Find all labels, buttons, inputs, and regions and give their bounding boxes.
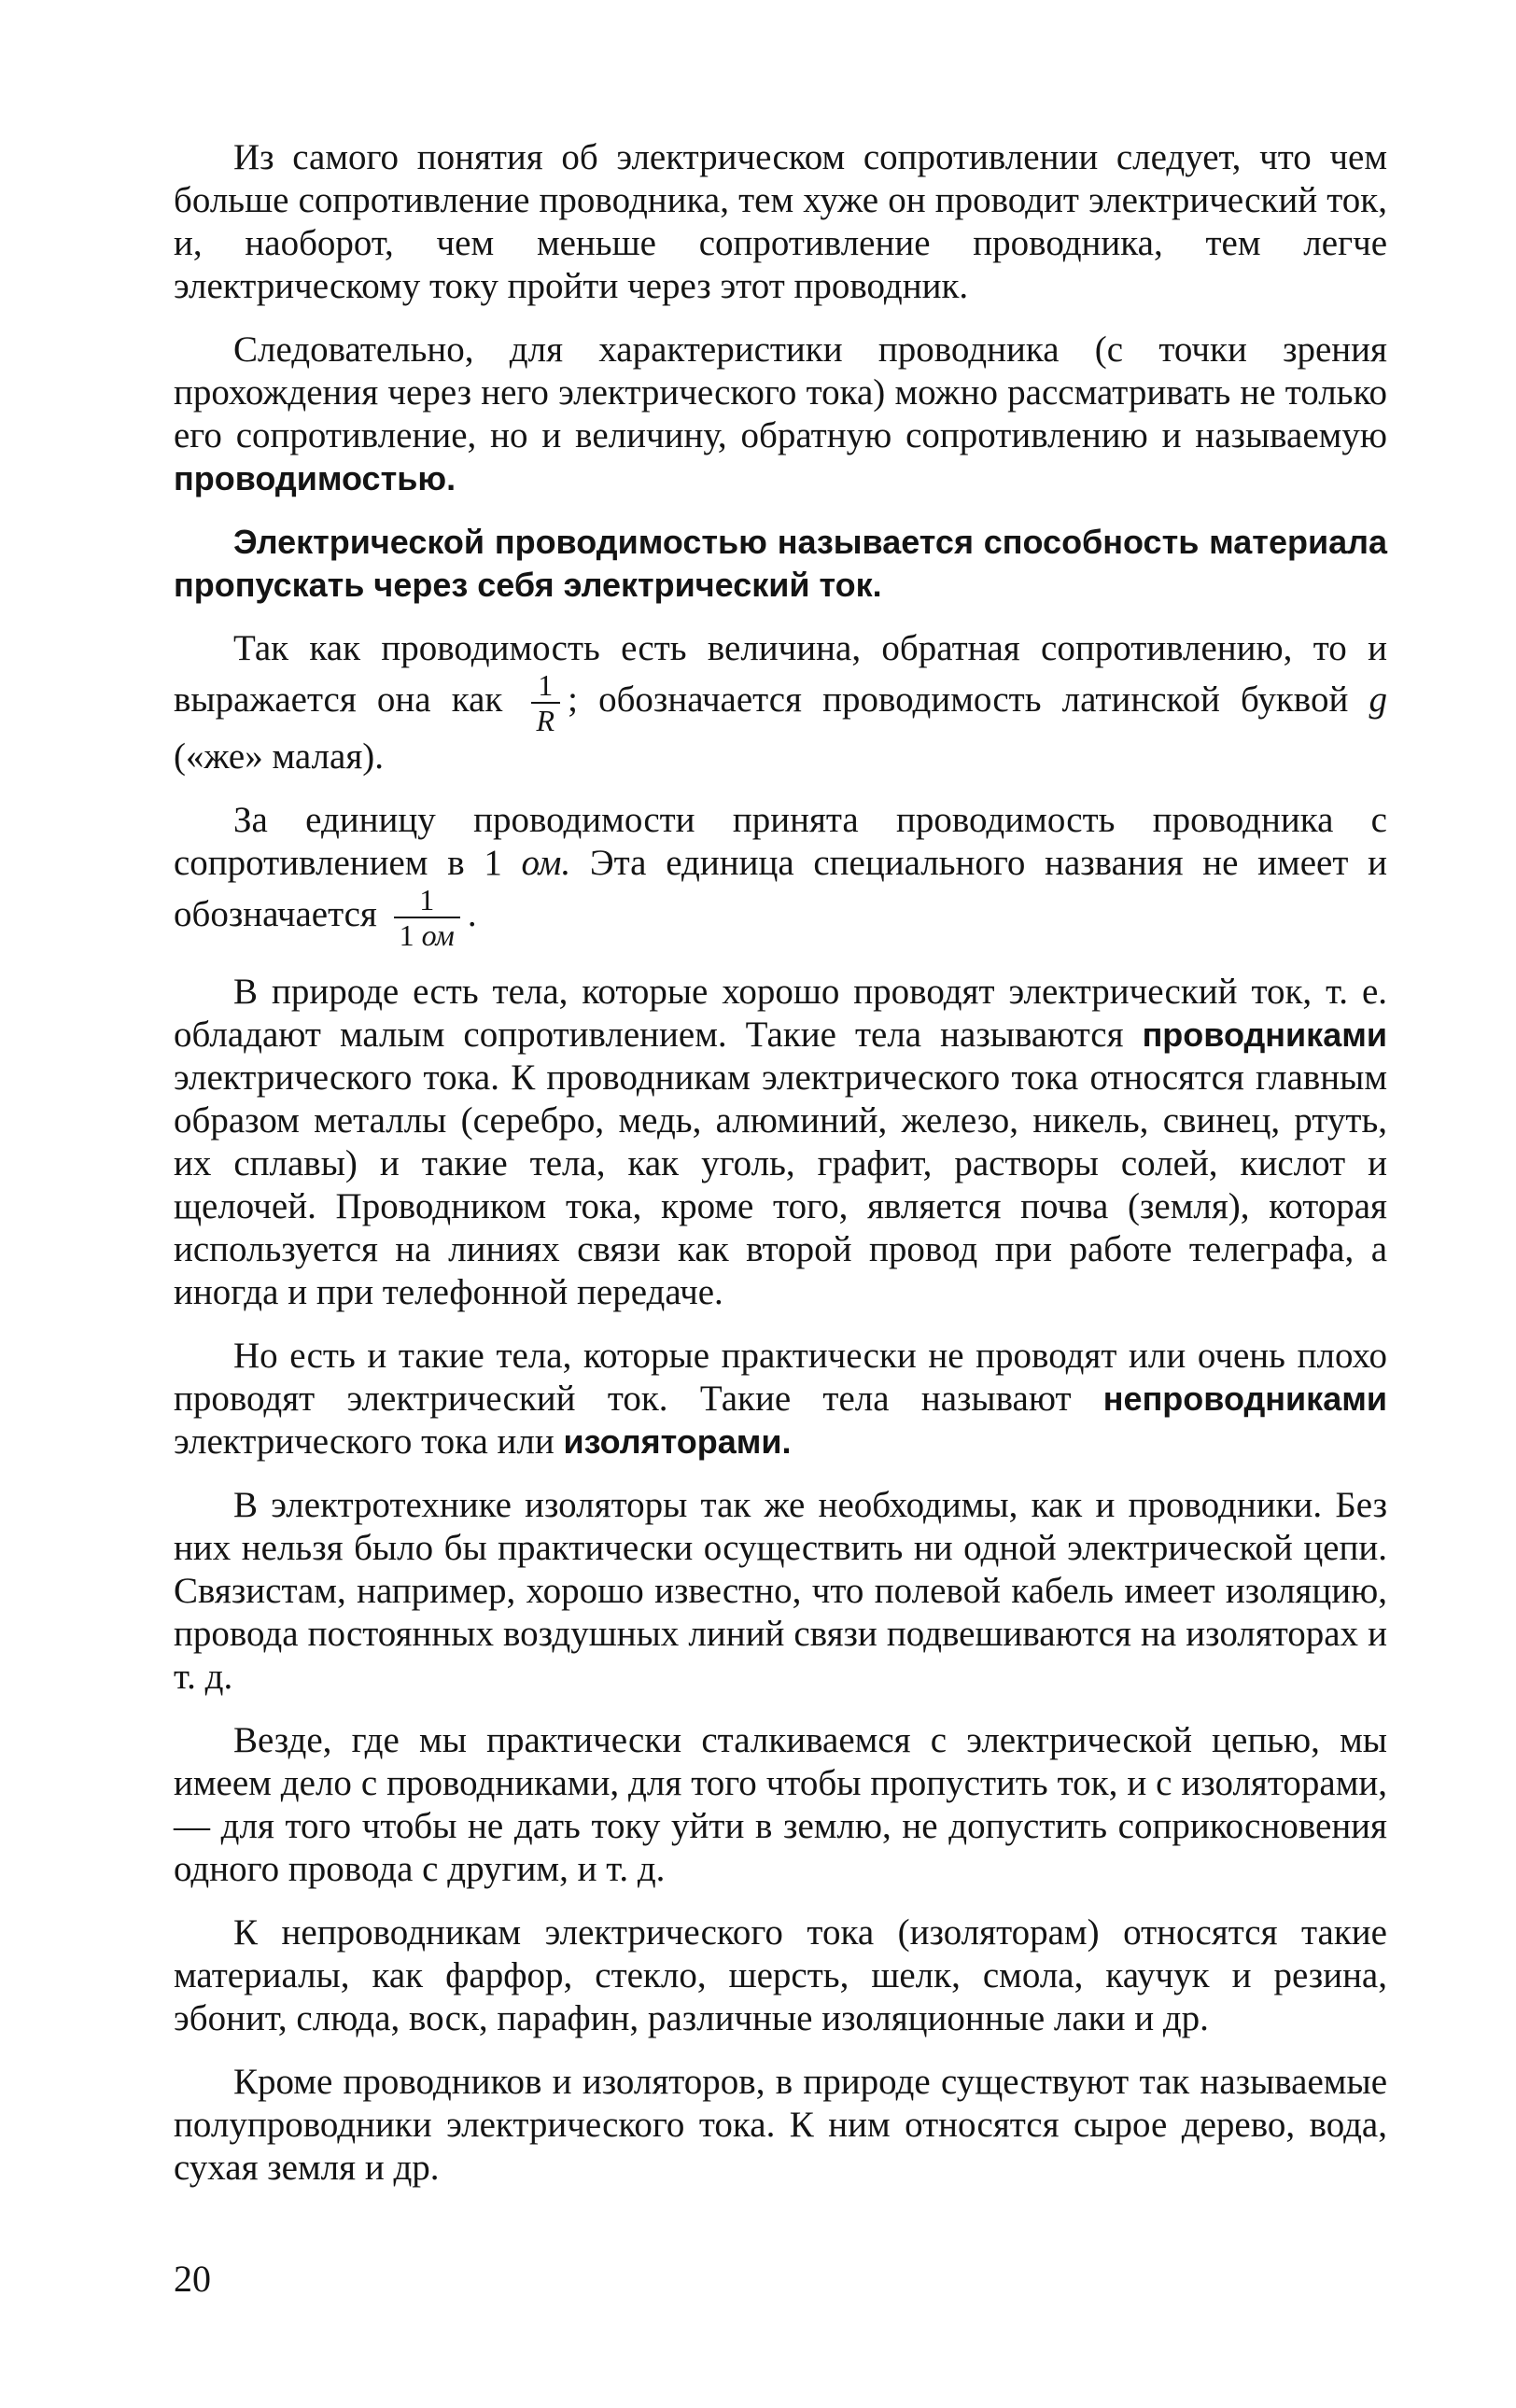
fraction-denominator	[394, 918, 460, 950]
paragraph-circuit-usage: Везде, где мы практически сталкиваемся с электрической цепью, мы имеем дело с проводниками, для того чтобы пропустить ток, и с изоляторами, — для того чтобы не дать току уйти в землю, не допустить соприкосновения одного провода с другим, и т. д.	[174, 1720, 1387, 1889]
paragraph-conductors	[174, 971, 1387, 1314]
paragraph-conductivity-intro	[174, 329, 1387, 500]
conductors-text-b: электрического тока. К проводникам электрического тока относятся главным образом металлы (серебро, медь, алюминий, железо, никель, свинец, ртуть, их сплавы) и такие тела, как уголь, графит, растворы солей, кислот и щелочей. Проводником тока, кроме того, является почва (земля), которая используется на линиях связи как второй провод при работе телеграфа, а иногда и при телефонной передаче.	[174, 1057, 1387, 1312]
conductors-text-a: В природе есть тела, которые хорошо проводят электрический ток, т. е. обладают малым сопротивлением. Такие тела называются	[174, 972, 1387, 1055]
unit-text-c: .	[467, 893, 477, 934]
paragraph-unit-of-conductivity	[174, 799, 1387, 950]
formula-text-a: Так как проводимость есть величина, обратная сопротивлению, то и выражается она как	[174, 628, 1387, 720]
definition-conductivity: Электрической проводимостью называется способность материала пропускать через себя электрический ток.	[174, 523, 1387, 604]
page-number: 20	[174, 2258, 211, 2300]
paragraph-resistance-concept: Из самого понятия об электрическом сопротивлении следует, что чем больше сопротивление проводника, тем хуже он проводит электрический ток, и, наоборот, чем меньше сопротивление проводника, тем легче электрическому току пройти через этот проводник.	[174, 137, 1387, 306]
fraction-denominator: R	[536, 704, 555, 737]
term-nonconductors: непроводниками	[1102, 1379, 1387, 1418]
paragraph-conductivity-formula	[174, 627, 1387, 778]
term-conductors: проводниками	[1142, 1015, 1387, 1054]
paragraph-insulators-necessity: В электротехнике изоляторы так же необходимы, как и проводники. Без них нельзя было бы практически осуществить ни одной электрической цепи. Связистам, например, хорошо известно, что полевой кабель имеет изоляцию, провода постоянных воздушных линий связи подвешиваются на изоляторах и т. д.	[174, 1485, 1387, 1697]
paragraph-conductivity-intro-text: Следовательно, для характеристики проводника (с точки зрения прохождения через него электрического тока) можно рассматривать не только его сопротивление, но и величину, обратную сопротивлению и называемую	[174, 329, 1387, 455]
formula-text-b: ; обозначается проводимость латинской буквой	[568, 679, 1369, 720]
term-insulators: изоляторами.	[563, 1422, 792, 1461]
term-conductivity: проводимостью.	[174, 459, 456, 497]
fraction-one-over-r	[531, 670, 561, 735]
page-body	[174, 136, 1387, 2210]
unit-ohm: ом.	[521, 843, 571, 883]
fraction-numerator: 1	[531, 670, 561, 704]
paragraph-semiconductors: Кроме проводников и изоляторов, в природе существуют так называемые полупроводники электрического тока. К ним относятся сырое дерево, вода, сухая земля и др.	[174, 2062, 1387, 2188]
paragraph-insulator-materials: К непроводникам электрического тока (изоляторам) относятся такие материалы, как фарфор, стекло, шерсть, шелк, смола, каучук и резина, эбонит, слюда, воск, парафин, различные изоляционные лаки и др.	[174, 1912, 1387, 2038]
fraction-numerator: 1	[394, 885, 460, 918]
symbol-g: g	[1369, 679, 1387, 720]
fraction-denominator-unit: ом	[421, 918, 455, 952]
formula-text-c: («же» малая).	[174, 736, 384, 777]
unit-text-a: За единицу проводимости принята проводимость проводника с сопротивлением в 1	[174, 800, 1387, 883]
paragraph-insulators-intro	[174, 1335, 1387, 1463]
fraction-denominator-number: 1	[399, 918, 422, 952]
insulators-text-b: электрического тока или	[174, 1421, 564, 1462]
insulators-text-a: Но есть и такие тела, которые практически не проводят или очень плохо проводят электрический ток. Такие тела называют	[174, 1336, 1387, 1419]
unit-text-b: Эта единица специального названия не имеет и обозначается	[174, 843, 1387, 934]
fraction-one-over-one-ohm	[394, 885, 460, 950]
